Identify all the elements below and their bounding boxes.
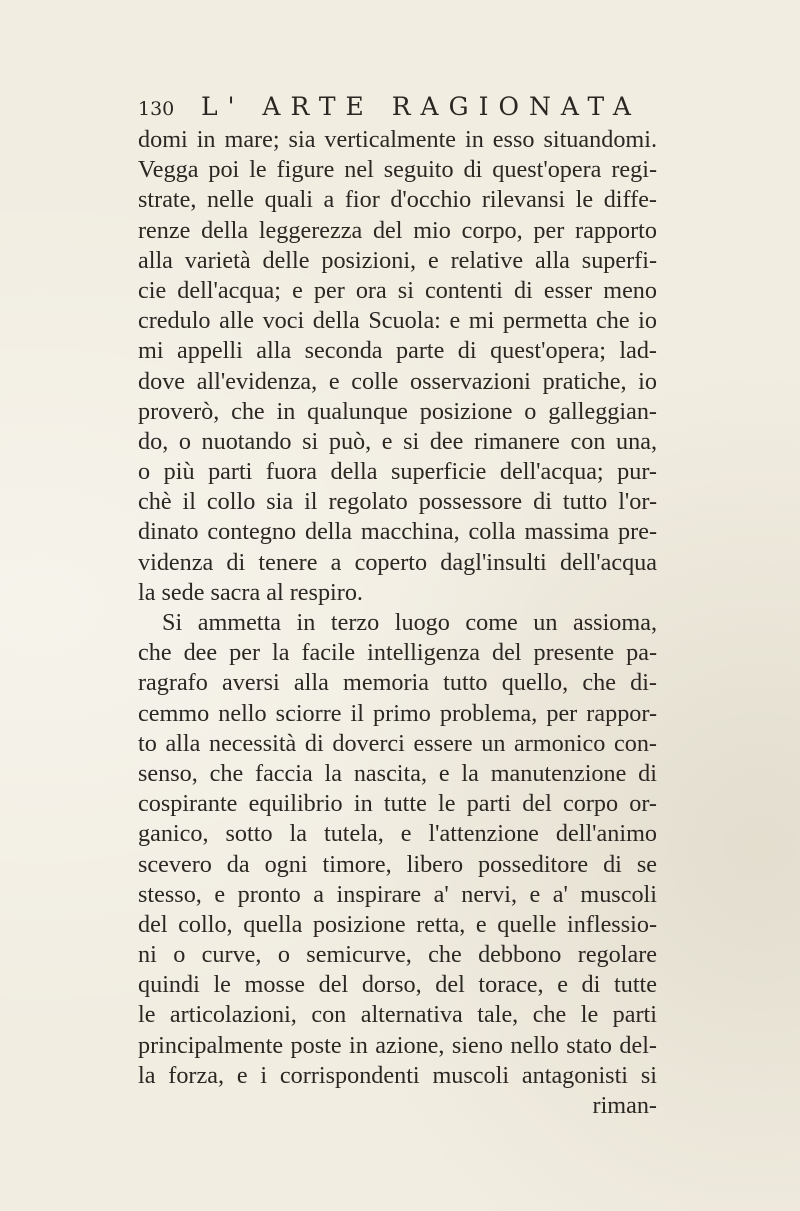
text-line: o più parti fuora della superficie dell'acqua; pur- [138, 458, 657, 486]
text-line: credulo alle voci della Scuola: e mi permetta che io [138, 307, 657, 335]
text-line: mi appelli alla seconda parte di quest'opera; lad- [138, 337, 657, 365]
text-line: cospirante equilibrio in tutte le parti del corpo or- [138, 790, 657, 818]
page-number: 130 [138, 98, 175, 120]
text-line: scevero da ogni timore, libero posseditore di se [138, 850, 657, 878]
text-line: chè il collo sia il regolato possessore di tutto l'or- [138, 488, 657, 516]
text-line: le articolazioni, con alternativa tale, che le parti [138, 1001, 657, 1029]
text-line: quindi le mosse del dorso, del torace, e di tutte [138, 971, 657, 999]
text-line: domi in mare; sia verticalmente in esso situandomi. [138, 126, 657, 153]
text-line: cemmo nello sciorre il primo problema, per rappor- [138, 699, 657, 727]
text-line: do, o nuotando si può, e si dee rimanere con una, [138, 427, 657, 455]
paragraph-end-line: la sede sacra al respiro. [138, 578, 363, 606]
paragraph-start-line: Si ammetta in terzo luogo come un assioma, [162, 609, 657, 636]
text-line: principalmente poste in azione, sieno nello stato del- [138, 1031, 657, 1059]
text-line: dove all'evidenza, e colle osservazioni pratiche, io [138, 367, 657, 395]
text-line: videnza di tenere a coperto dagl'insulti dell'acqua [138, 548, 657, 576]
running-title: L' ARTE RAGIONATA [201, 92, 641, 121]
text-line: Vegga poi le figure nel seguito di quest'opera regi- [138, 156, 657, 184]
text-line: del collo, quella posizione retta, e quelle inflessio- [138, 910, 657, 938]
text-line: alla varietà delle posizioni, e relative alla superfi- [138, 246, 657, 274]
text-line: proverò, che in qualunque posizione o galleggian- [138, 397, 657, 425]
text-line: che dee per la facile intelligenza del presente pa- [138, 639, 657, 667]
text-line: to alla necessità di doverci essere un armonico con- [138, 729, 657, 757]
catchword: riman- [592, 1092, 657, 1119]
text-line: renze della leggerezza del mio corpo, per rapporto [138, 216, 657, 244]
text-line: stesso, e pronto a inspirare a' nervi, e a' muscoli [138, 880, 657, 908]
text-line: senso, che faccia la nascita, e la manutenzione di [138, 759, 657, 787]
text-line: ragrafo aversi alla memoria tutto quello, che di- [138, 669, 657, 697]
text-line: cie dell'acqua; e per ora si contenti di esser meno [138, 276, 657, 304]
text-line: strate, nelle quali a fior d'occhio rilevansi le diffe- [138, 186, 657, 214]
page-header [138, 92, 658, 124]
text-line: dinato contegno della macchina, colla massima pre- [138, 518, 657, 546]
text-line: ganico, sotto la tutela, e l'attenzione dell'animo [138, 820, 657, 848]
body-text [138, 125, 657, 1121]
text-line: la forza, e i corrispondenti muscoli antagonisti si [138, 1061, 657, 1089]
text-line: ni o curve, o semicurve, che debbono regolare [138, 941, 657, 969]
